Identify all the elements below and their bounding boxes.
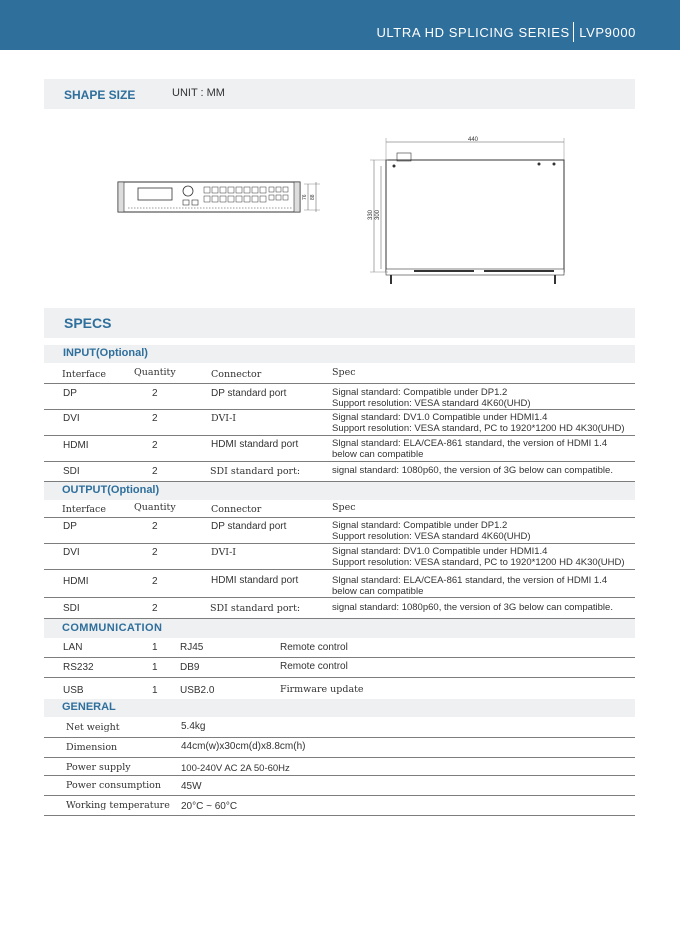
input-title: INPUT(Optional) bbox=[63, 347, 148, 359]
row-label: Power supply bbox=[66, 762, 131, 773]
row-interface: DVI bbox=[63, 547, 80, 558]
front-view-drawing bbox=[116, 178, 326, 218]
table-row bbox=[44, 795, 635, 816]
table-row bbox=[44, 569, 635, 598]
table-row bbox=[44, 409, 635, 436]
row-qty: 2 bbox=[152, 388, 158, 399]
header-title bbox=[376, 22, 636, 42]
specs-band bbox=[44, 308, 635, 338]
input-section-header bbox=[44, 345, 635, 363]
menu-button bbox=[183, 200, 189, 205]
row-qty: 1 bbox=[152, 662, 158, 673]
row-qty: 2 bbox=[152, 576, 158, 587]
row-interface: LAN bbox=[63, 642, 83, 653]
lcd-screen bbox=[138, 188, 172, 200]
row-spec-line1: Signal standard: Compatible under DP1.2 bbox=[332, 387, 508, 398]
right-rack-ear bbox=[294, 182, 300, 212]
general-title: GENERAL bbox=[62, 701, 116, 713]
row-spec-line1: Slgnal standard: ELA/CEA-861 standard, the version of HDMI 1.4 bbox=[332, 575, 608, 586]
row-connector: SDI standard port: bbox=[210, 466, 301, 477]
table-row bbox=[44, 737, 635, 758]
enter-button bbox=[192, 200, 198, 205]
row-qty: 2 bbox=[152, 547, 158, 558]
row-label: Power consumption bbox=[66, 780, 161, 791]
row-label: Net weight bbox=[66, 722, 120, 733]
left-rack-ear bbox=[118, 182, 124, 212]
depth-330-label: 330 bbox=[368, 209, 374, 220]
table-row bbox=[44, 717, 635, 738]
height-88-label: 88 bbox=[310, 194, 316, 200]
row-connector: SDI standard port: bbox=[210, 603, 301, 614]
table-row bbox=[44, 543, 635, 570]
specs-title: SPECS bbox=[64, 315, 112, 331]
row-value: 20°C ~ 60°C bbox=[181, 801, 238, 812]
row-interface: HDMI bbox=[63, 576, 89, 587]
row-spec-line2: Support resolution: VESA standard, PC to 1920*1200 HD 4K30(UHD) bbox=[332, 557, 625, 568]
input-table-header bbox=[44, 365, 635, 384]
row-interface: SDI bbox=[63, 603, 80, 614]
rotary-knob bbox=[183, 186, 193, 196]
communication-title: COMMUNICATION bbox=[62, 622, 163, 634]
unit-label: UNIT : MM bbox=[172, 87, 225, 99]
output-table-header bbox=[44, 500, 635, 518]
row-label: Working temperature bbox=[66, 800, 170, 811]
top-view-drawing bbox=[364, 136, 574, 288]
row-qty: 1 bbox=[152, 642, 158, 653]
col-spec: Spec bbox=[332, 367, 356, 378]
shape-size-title: SHAPE SIZE bbox=[64, 88, 136, 102]
row-spec-line1: signal standard: 1080p60, the version of 3G below can compatible. bbox=[332, 602, 613, 613]
row-interface: RS232 bbox=[63, 662, 94, 673]
header-bar bbox=[0, 0, 680, 50]
row-qty: 2 bbox=[152, 521, 158, 532]
height-76-label: 76 bbox=[302, 194, 308, 200]
table-row bbox=[44, 677, 635, 697]
col-quantity: Quantity bbox=[134, 502, 176, 513]
row-function: Remote control bbox=[280, 661, 348, 672]
row-function: Remote control bbox=[280, 642, 348, 653]
row-function: Firmware update bbox=[280, 684, 364, 695]
row-value: 5.4kg bbox=[181, 721, 206, 732]
table-row bbox=[44, 517, 635, 544]
table-row bbox=[44, 638, 635, 658]
row-connector: RJ45 bbox=[180, 642, 204, 653]
row-connector: DVI-I bbox=[211, 547, 237, 558]
row-interface: DP bbox=[63, 388, 77, 399]
width-440-label: 440 bbox=[468, 137, 479, 143]
row-connector: DB9 bbox=[180, 662, 200, 673]
table-row bbox=[44, 597, 635, 619]
row-interface: USB bbox=[63, 685, 84, 696]
row-label: Dimension bbox=[66, 742, 118, 753]
row-qty: 2 bbox=[152, 440, 158, 451]
front-edge-details bbox=[414, 270, 554, 272]
row-value: 44cm(w)x30cm(d)x8.8cm(h) bbox=[181, 741, 306, 752]
row-connector: DP standard port bbox=[211, 388, 287, 399]
col-spec: Spec bbox=[332, 502, 356, 513]
row-spec-line1: Slgnal standard: ELA/CEA-861 standard, the version of HDMI 1.4 bbox=[332, 438, 608, 449]
table-row bbox=[44, 657, 635, 678]
row-interface: SDI bbox=[63, 466, 80, 477]
row-qty: 2 bbox=[152, 413, 158, 424]
depth-300-label: 300 bbox=[375, 209, 381, 220]
col-connector: Connector bbox=[211, 504, 262, 515]
series-name: ULTRA HD SPLICING SERIES bbox=[376, 25, 570, 40]
col-connector: Connector bbox=[211, 369, 262, 380]
row-qty: 2 bbox=[152, 466, 158, 477]
row-spec-line1: Signal standard: DV1.0 Compatible under HDMI1.4 bbox=[332, 412, 548, 423]
table-row bbox=[44, 775, 635, 796]
row-interface: DP bbox=[63, 521, 77, 532]
row-qty: 2 bbox=[152, 603, 158, 614]
col-interface: Interface bbox=[62, 369, 106, 380]
button-matrix bbox=[204, 187, 288, 202]
row-spec-line1: Signal standard: Compatible under DP1.2 bbox=[332, 520, 508, 531]
output-section-header bbox=[44, 482, 635, 500]
communication-section-header bbox=[44, 619, 635, 638]
row-spec-line2: below can compatible bbox=[332, 586, 424, 597]
row-connector: HDMI standard port bbox=[211, 439, 299, 450]
general-section-header bbox=[44, 699, 635, 717]
output-title: OUTPUT(Optional) bbox=[62, 484, 160, 496]
col-interface: Interface bbox=[62, 504, 106, 515]
row-spec-line2: Support resolution: VESA standard 4K60(UHD) bbox=[332, 531, 531, 542]
row-value: 45W bbox=[181, 781, 202, 792]
model-name: LVP9000 bbox=[579, 25, 636, 40]
row-connector: USB2.0 bbox=[180, 685, 215, 696]
row-spec-line2: below can compatible bbox=[332, 449, 424, 460]
col-quantity: Quantity bbox=[134, 367, 176, 378]
table-row bbox=[44, 461, 635, 482]
row-value: 100-240V AC 2A 50-60Hz bbox=[181, 763, 290, 774]
row-spec-line1: Signal standard: DV1.0 Compatible under HDMI1.4 bbox=[332, 546, 548, 557]
row-interface: DVI bbox=[63, 413, 80, 424]
row-connector: HDMI standard port bbox=[211, 575, 299, 586]
row-qty: 1 bbox=[152, 685, 158, 696]
row-interface: HDMI bbox=[63, 440, 89, 451]
row-spec-line2: Support resolution: VESA standard, PC to 1920*1200 HD 4K30(UHD) bbox=[332, 423, 625, 434]
shape-size-band bbox=[44, 79, 635, 109]
row-spec-line2: Support resolution: VESA standard 4K60(UHD) bbox=[332, 398, 531, 409]
table-row bbox=[44, 435, 635, 462]
chassis-outline bbox=[386, 160, 564, 272]
row-connector: DVI-I bbox=[211, 413, 237, 424]
table-row bbox=[44, 757, 635, 776]
table-row bbox=[44, 383, 635, 410]
row-connector: DP standard port bbox=[211, 521, 287, 532]
row-spec-line1: signal standard: 1080p60, the version of 3G below can compatible. bbox=[332, 465, 613, 476]
title-divider bbox=[573, 22, 575, 42]
